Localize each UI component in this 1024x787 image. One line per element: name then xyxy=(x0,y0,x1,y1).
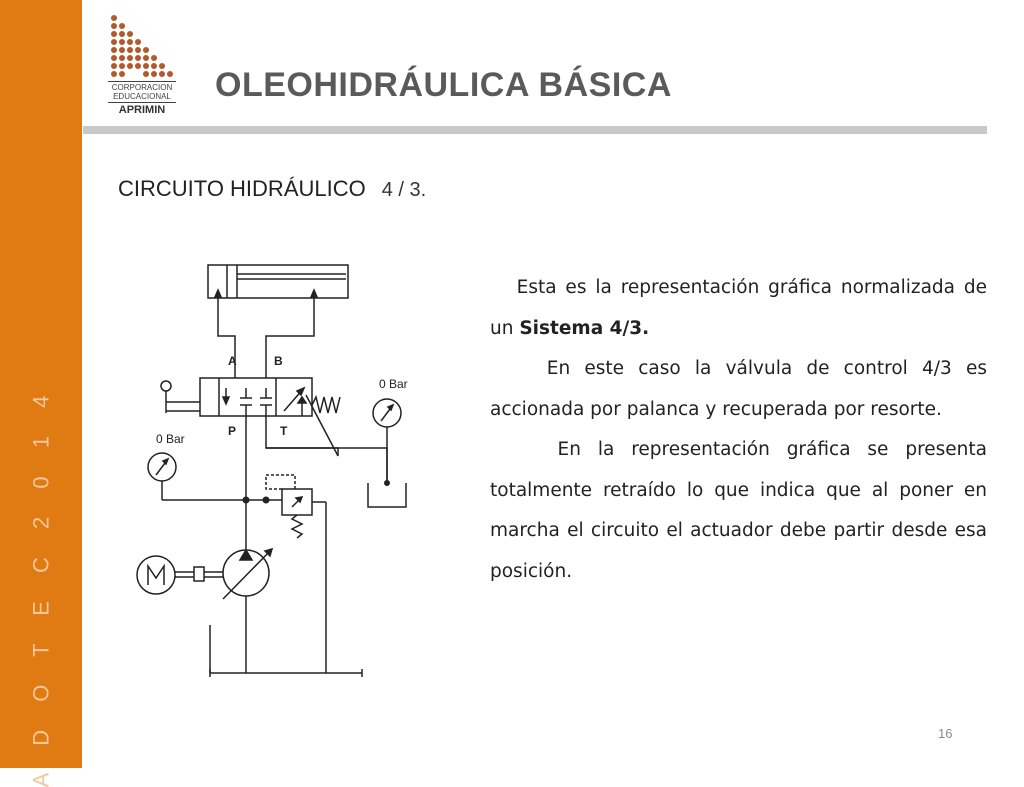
port-p-label: P xyxy=(228,424,237,438)
cylinder-body xyxy=(208,265,348,298)
gauge-left-label: 0 Bar xyxy=(156,432,185,446)
port-b-label: B xyxy=(274,354,283,368)
description-text xyxy=(490,268,987,592)
sidebar-label-wrap xyxy=(0,384,82,787)
logo-line1: CORPORACION xyxy=(111,83,173,92)
section-subtitle xyxy=(118,176,426,202)
title-divider xyxy=(83,126,987,134)
sidebar-label: A D O T E C 2 0 1 4 xyxy=(28,384,53,787)
cylinder-port-a-icon xyxy=(215,290,221,297)
valve-return-spring xyxy=(312,397,340,413)
paragraph-1 xyxy=(490,268,987,349)
cylinder-port-b-icon xyxy=(311,290,317,297)
logo xyxy=(104,14,180,120)
paragraph-2 xyxy=(490,349,987,430)
page-title: OLEOHIDRÁULICA BÁSICA xyxy=(215,66,672,104)
paragraph-2-text: En este caso la válvula de control 4/3 es accionada por palanca y recuperada por resorte. xyxy=(490,358,987,420)
junction-point xyxy=(263,497,270,504)
port-a-label: A xyxy=(228,354,237,368)
paragraph-1-text: Esta es la representación gráfica normalizada de un xyxy=(490,277,987,339)
gauge-right-label: 0 Bar xyxy=(379,377,408,391)
relief-valve-spring xyxy=(292,515,302,538)
logo-line3: APRIMIN xyxy=(118,104,166,116)
logo-dots-icon xyxy=(111,15,173,77)
logo-line2: EDUCACIONAL xyxy=(113,92,171,101)
paragraph-1-bold: Sistema 4/3. xyxy=(519,317,650,339)
subtitle-main: CIRCUITO HIDRÁULICO xyxy=(118,176,366,201)
tank-right xyxy=(368,483,406,507)
page-number: 16 xyxy=(938,726,953,741)
junction-point xyxy=(243,497,250,504)
paragraph-3 xyxy=(490,430,987,592)
paragraph-3-text: En la representación gráfica se presenta totalmente retraído lo que indica que al poner en marcha el circuito el actuador debe partir desde esa posición. xyxy=(490,439,987,582)
pump-flow-arrow-icon xyxy=(240,550,252,560)
hydraulic-circuit-diagram xyxy=(120,245,420,685)
port-t-label: T xyxy=(280,424,288,438)
subtitle-suffix: 4 / 3. xyxy=(381,179,427,201)
junction-point xyxy=(384,480,390,486)
electric-motor xyxy=(137,556,175,594)
